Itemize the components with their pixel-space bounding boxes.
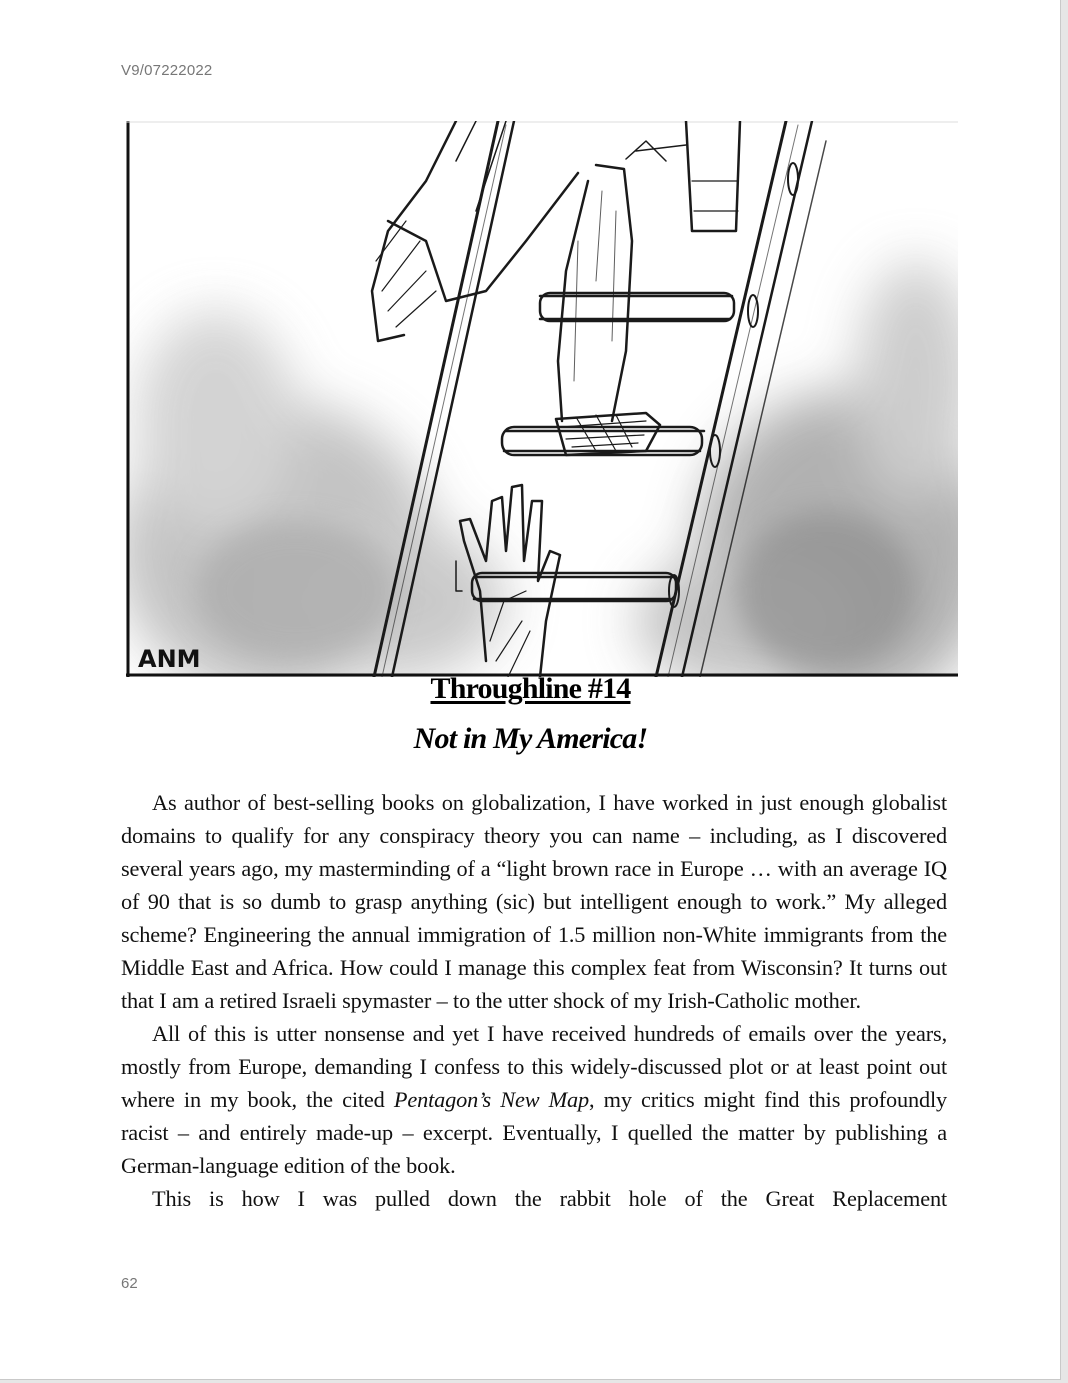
chapter-title: Throughline #14 (430, 672, 631, 705)
paragraph-text: All of this is utter nonsense and yet I have received hundreds of emails over the years, mostly from Europe, demanding I confess to this widely-discussed plot or at least point out where in my book, the cited (121, 1021, 947, 1112)
paragraph: As author of best-selling books on globalization, I have worked in just enough globalist domains to qualify for any conspiracy theory you can name – including, as I discovered several years ago, my masterminding of a “light brown race in Europe … with an average IQ of 90 that is so dumb to grasp anything (sic) but intelligent enough to work.” My alleged scheme? Engineering the annual immigration of 1.5 million non-White immigrants from the Middle East and Africa. How could I manage this complex feat from Wisconsin? It turns out that I am a retired Israeli spymaster – to the utter shock of my Irish-Catholic mother. (121, 790, 947, 1013)
body-text (121, 786, 947, 1215)
paragraph: This is how I was pulled down the rabbit hole of the Great Replacement (152, 1186, 947, 1211)
artist-signature: ANM (138, 645, 201, 673)
ladder-illustration (126, 121, 958, 677)
book-title: Pentagon’s New Map (393, 1087, 590, 1112)
chapter-subtitle: Not in My America! (413, 722, 648, 755)
page-number: 62 (121, 1275, 138, 1292)
version-stamp: V9/07222022 (121, 62, 213, 79)
paragraph (121, 1017, 947, 1182)
paragraph-text: , my critics might find this profoundly racist – and entirely made-up – excerpt. Eventually, I quelled the matter by publishing a German-language edition of the book. (121, 1087, 948, 1178)
ladder-sketch-icon (126, 121, 958, 677)
